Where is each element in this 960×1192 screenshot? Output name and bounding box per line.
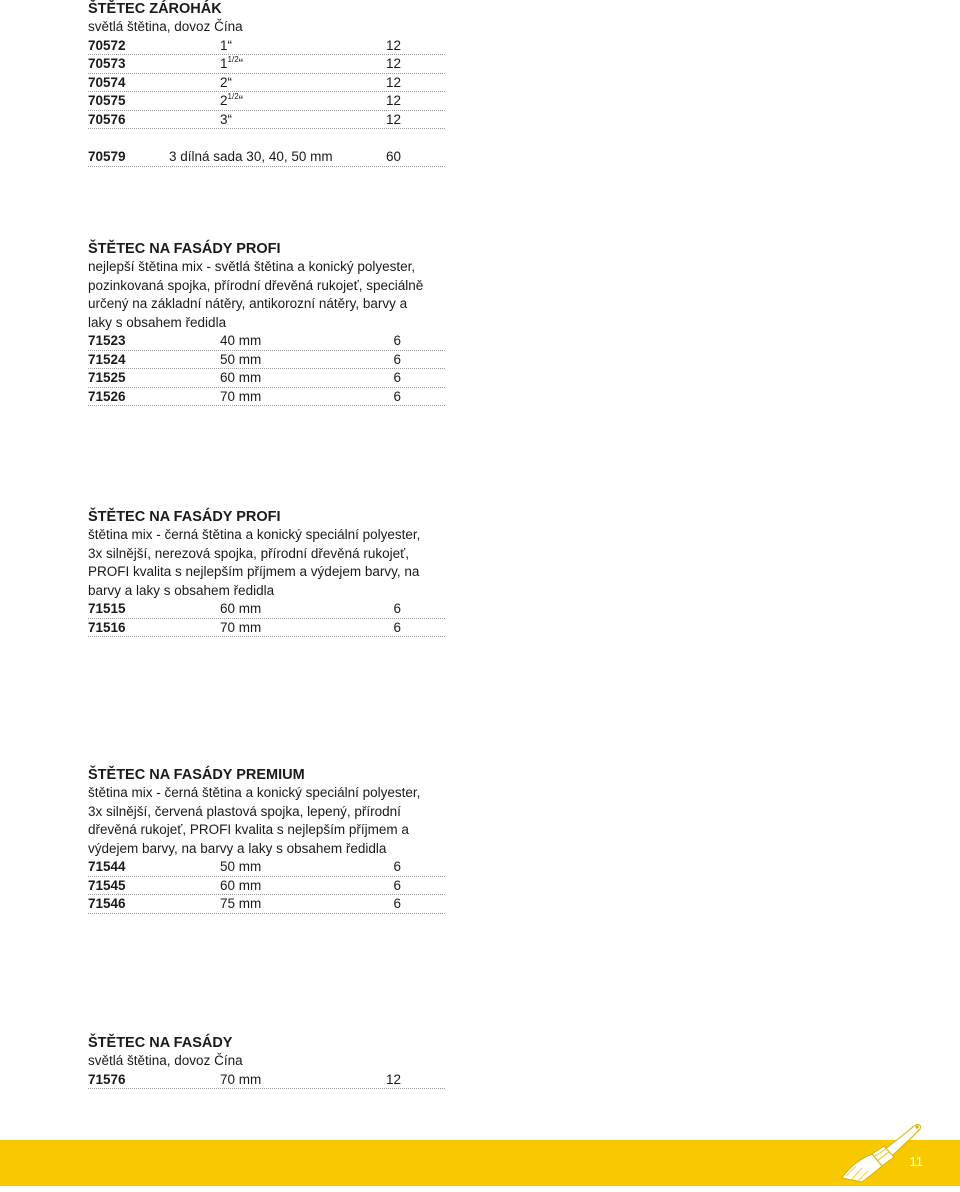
product-row [88,55,445,74]
product-code: 71516 [88,619,126,635]
product-size: 75 mm [220,896,262,911]
section-description [88,526,445,600]
product-size: 70 mm [220,619,262,635]
product-row [88,388,445,407]
product-row [88,1071,445,1090]
section-title: ŠTĚTEC NA FASÁDY PROFI [88,241,281,257]
description-line: určený na základní nátěry, antikorozní nátěry, barvy a [88,296,408,311]
description-line: pozinkovaná spojka, přírodní dřevěná rukojeť, speciálně [88,277,424,293]
product-code: 71545 [88,877,126,893]
product-size: 70 mm [220,1071,262,1087]
section-title: ŠTĚTEC NA FASÁDY PROFI [88,509,281,525]
product-size: $1^{1/2}“$ [220,55,244,71]
product-qty: 6 [393,619,401,635]
product-size: 60 mm [220,370,262,385]
paintbrush-icon [828,1116,924,1186]
product-code: 70572 [88,37,126,53]
product-qty: 12 [385,93,401,108]
product-code: 71525 [88,370,126,385]
product-qty: 6 [393,333,401,348]
product-row [88,895,445,914]
product-qty: 12 [385,37,401,53]
description-line: PROFI kvalita s nejlepším příjmem a výdejem barvy, na [88,564,420,579]
product-qty: 12 [385,56,401,71]
description-line: světlá štětina, dovoz Čína [88,1053,243,1068]
footer-band [0,1140,960,1186]
product-code: 70573 [88,56,126,71]
description-line: výdejem barvy, na barvy a laky s obsahem ředidla [88,840,387,856]
description-line: dřevěná rukojeť, PROFI kvalita s nejlepším příjmem a [88,822,409,837]
product-row [88,332,445,351]
product-qty: 6 [393,601,401,616]
product-row [88,369,445,388]
product-size: 50 mm [220,351,262,367]
section-description [88,1052,445,1071]
description-line: světlá štětina, dovoz Čína [88,19,243,34]
product-size: 60 mm [220,601,262,616]
product-size: 70 mm [220,388,262,404]
product-size: $2^{1/2}“$ [220,92,244,108]
section-title: ŠTĚTEC ZÁROHÁK [88,1,222,17]
product-size: 2“ [220,74,233,90]
page-number: 11 [909,1154,923,1169]
product-code: 71576 [88,1071,126,1087]
product-qty: 6 [393,877,401,893]
product-qty: 6 [393,388,401,404]
product-row [88,148,445,167]
section-title: ŠTĚTEC NA FASÁDY [88,1035,233,1051]
description-line: štětina mix - černá štětina a konický speciální polyester, [88,527,421,542]
product-size: 1“ [220,37,233,53]
product-qty: 12 [385,1071,401,1087]
product-row [88,351,445,370]
product-row [88,92,445,111]
product-section-fasady-premium [88,766,445,914]
description-line: barvy a laky s obsahem ředidla [88,582,275,598]
product-row [88,877,445,896]
product-code: 70575 [88,93,126,108]
product-section-fasady-profi-1 [88,240,445,406]
product-qty: 60 [385,149,401,164]
product-size: 60 mm [220,877,262,893]
product-code: 70576 [88,111,126,127]
description-line: štětina mix - černá štětina a konický speciální polyester, [88,785,421,800]
product-row [88,858,445,877]
product-code: 70579 [88,149,126,164]
product-code: 71524 [88,351,126,367]
product-code: 71523 [88,333,126,348]
section-description [88,258,445,332]
product-section-fasady-profi-2 [88,508,445,637]
product-size: 3 dílná sada 30, 40, 50 mm [169,149,333,164]
product-code: 71515 [88,601,126,616]
description-line: 3x silnější, nerezová spojka, přírodní dřevěná rukojeť, [88,545,409,561]
product-section-zarohak [88,0,445,167]
product-section-fasady [88,1034,445,1089]
product-row [88,37,445,56]
product-qty: 12 [385,74,401,90]
product-row [88,619,445,638]
section-description [88,784,445,858]
description-line: nejlepší štětina mix - světlá štětina a konický polyester, [88,259,416,274]
product-size: 50 mm [220,859,262,874]
product-qty: 6 [393,370,401,385]
product-row [88,111,445,130]
product-row [88,74,445,93]
product-size: 3“ [220,111,233,127]
product-code: 71544 [88,859,126,874]
product-qty: 6 [393,859,401,874]
description-line: 3x silnější, červená plastová spojka, lepený, přírodní [88,803,401,819]
section-description [88,18,445,37]
section-title: ŠTĚTEC NA FASÁDY PREMIUM [88,767,305,783]
product-code: 71526 [88,388,126,404]
product-size: 40 mm [220,333,262,348]
product-code: 70574 [88,74,126,90]
description-line: laky s obsahem ředidla [88,314,227,330]
product-qty: 12 [385,111,401,127]
product-code: 71546 [88,896,126,911]
product-row [88,600,445,619]
product-qty: 6 [393,351,401,367]
product-qty: 6 [393,896,401,911]
